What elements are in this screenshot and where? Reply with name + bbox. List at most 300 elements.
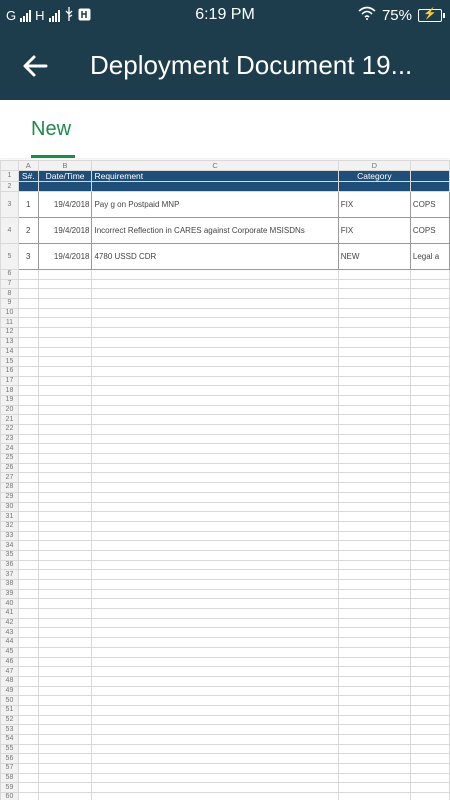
empty-cell[interactable] bbox=[38, 502, 92, 512]
empty-cell[interactable] bbox=[338, 589, 410, 599]
empty-cell[interactable] bbox=[92, 270, 338, 280]
row-number[interactable]: 60 bbox=[1, 793, 19, 800]
cell-category[interactable]: FIX bbox=[338, 192, 410, 218]
empty-cell[interactable] bbox=[38, 318, 92, 328]
empty-cell[interactable] bbox=[410, 473, 449, 483]
empty-cell[interactable] bbox=[338, 328, 410, 338]
empty-cell[interactable] bbox=[92, 347, 338, 357]
empty-cell[interactable] bbox=[38, 531, 92, 541]
cell-sn[interactable]: 2 bbox=[18, 218, 38, 244]
empty-cell[interactable] bbox=[410, 599, 449, 609]
empty-cell[interactable] bbox=[338, 299, 410, 309]
empty-cell[interactable] bbox=[38, 376, 92, 386]
row-number[interactable]: 15 bbox=[1, 357, 19, 367]
empty-cell[interactable] bbox=[18, 425, 38, 435]
row-number[interactable]: 29 bbox=[1, 492, 19, 502]
empty-cell[interactable] bbox=[410, 299, 449, 309]
empty-cell[interactable] bbox=[338, 725, 410, 735]
row-number[interactable]: 16 bbox=[1, 366, 19, 376]
empty-cell[interactable] bbox=[18, 783, 38, 793]
empty-cell[interactable] bbox=[18, 647, 38, 657]
empty-cell[interactable] bbox=[92, 444, 338, 454]
column-header-a[interactable]: A bbox=[18, 161, 38, 171]
cell-requirement[interactable]: Pay g on Postpaid MNP bbox=[92, 192, 338, 218]
empty-cell[interactable] bbox=[92, 357, 338, 367]
row-number[interactable]: 46 bbox=[1, 657, 19, 667]
cell-category[interactable]: FIX bbox=[338, 218, 410, 244]
empty-cell[interactable] bbox=[410, 638, 449, 648]
empty-cell[interactable] bbox=[92, 628, 338, 638]
empty-cell[interactable] bbox=[18, 308, 38, 318]
empty-cell[interactable] bbox=[410, 512, 449, 522]
row-number[interactable]: 17 bbox=[1, 376, 19, 386]
row-number[interactable]: 28 bbox=[1, 483, 19, 493]
empty-cell[interactable] bbox=[92, 599, 338, 609]
cell-extra[interactable]: Legal a bbox=[410, 244, 449, 270]
empty-cell[interactable] bbox=[38, 357, 92, 367]
empty-cell[interactable] bbox=[38, 541, 92, 551]
empty-cell[interactable] bbox=[18, 793, 38, 800]
empty-cell[interactable] bbox=[18, 454, 38, 464]
empty-cell[interactable] bbox=[410, 686, 449, 696]
empty-cell[interactable] bbox=[38, 434, 92, 444]
empty-cell[interactable] bbox=[338, 783, 410, 793]
empty-cell[interactable] bbox=[410, 715, 449, 725]
empty-cell[interactable] bbox=[18, 337, 38, 347]
empty-cell[interactable] bbox=[38, 618, 92, 628]
empty-cell[interactable] bbox=[92, 570, 338, 580]
column-header-e[interactable] bbox=[410, 161, 449, 171]
empty-cell[interactable] bbox=[18, 434, 38, 444]
cell-category[interactable]: NEW bbox=[338, 244, 410, 270]
empty-cell[interactable] bbox=[92, 754, 338, 764]
empty-cell[interactable] bbox=[92, 647, 338, 657]
empty-cell[interactable] bbox=[92, 638, 338, 648]
row-number[interactable]: 54 bbox=[1, 735, 19, 745]
empty-cell[interactable] bbox=[92, 764, 338, 774]
row-number[interactable]: 48 bbox=[1, 676, 19, 686]
empty-cell[interactable] bbox=[38, 454, 92, 464]
empty-cell[interactable] bbox=[38, 415, 92, 425]
empty-cell[interactable] bbox=[38, 609, 92, 619]
row-number[interactable]: 57 bbox=[1, 764, 19, 774]
row-number[interactable]: 26 bbox=[1, 463, 19, 473]
row-number[interactable]: 52 bbox=[1, 715, 19, 725]
empty-cell[interactable] bbox=[38, 754, 92, 764]
spreadsheet-grid[interactable] bbox=[0, 160, 450, 800]
empty-cell[interactable] bbox=[410, 793, 449, 800]
empty-cell[interactable] bbox=[18, 318, 38, 328]
empty-cell[interactable] bbox=[18, 405, 38, 415]
empty-cell[interactable] bbox=[410, 657, 449, 667]
row-number[interactable]: 37 bbox=[1, 570, 19, 580]
cell-date[interactable]: 19/4/2018 bbox=[38, 244, 92, 270]
empty-cell[interactable] bbox=[92, 618, 338, 628]
empty-cell[interactable] bbox=[38, 405, 92, 415]
empty-cell[interactable] bbox=[338, 599, 410, 609]
empty-cell[interactable] bbox=[92, 783, 338, 793]
empty-cell[interactable] bbox=[18, 754, 38, 764]
empty-cell[interactable] bbox=[18, 686, 38, 696]
empty-cell[interactable] bbox=[410, 589, 449, 599]
empty-cell[interactable] bbox=[18, 705, 38, 715]
empty-cell[interactable] bbox=[338, 735, 410, 745]
empty-cell[interactable] bbox=[38, 580, 92, 590]
empty-cell[interactable] bbox=[338, 715, 410, 725]
empty-cell[interactable] bbox=[38, 725, 92, 735]
tab-new[interactable]: New bbox=[31, 118, 72, 140]
row-number[interactable]: 36 bbox=[1, 560, 19, 570]
row-number[interactable]: 51 bbox=[1, 705, 19, 715]
empty-cell[interactable] bbox=[18, 550, 38, 560]
empty-cell[interactable] bbox=[338, 483, 410, 493]
empty-cell[interactable] bbox=[338, 541, 410, 551]
empty-cell[interactable] bbox=[410, 279, 449, 289]
empty-cell[interactable] bbox=[38, 676, 92, 686]
row-number[interactable]: 22 bbox=[1, 425, 19, 435]
empty-cell[interactable] bbox=[92, 299, 338, 309]
empty-cell[interactable] bbox=[18, 395, 38, 405]
header-extra[interactable] bbox=[410, 171, 449, 182]
empty-cell[interactable] bbox=[18, 667, 38, 677]
empty-cell[interactable] bbox=[92, 376, 338, 386]
empty-cell[interactable] bbox=[338, 279, 410, 289]
empty-cell[interactable] bbox=[338, 773, 410, 783]
row-number[interactable]: 21 bbox=[1, 415, 19, 425]
empty-cell[interactable] bbox=[18, 580, 38, 590]
empty-cell[interactable] bbox=[92, 773, 338, 783]
empty-cell[interactable] bbox=[18, 512, 38, 522]
column-header-c[interactable]: C bbox=[92, 161, 338, 171]
empty-cell[interactable] bbox=[38, 599, 92, 609]
empty-cell[interactable] bbox=[92, 725, 338, 735]
empty-cell[interactable] bbox=[92, 463, 338, 473]
empty-cell[interactable] bbox=[18, 299, 38, 309]
empty-cell[interactable] bbox=[92, 318, 338, 328]
empty-cell[interactable] bbox=[410, 308, 449, 318]
empty-cell[interactable] bbox=[92, 521, 338, 531]
empty-cell[interactable] bbox=[338, 308, 410, 318]
empty-cell[interactable] bbox=[92, 531, 338, 541]
empty-cell[interactable] bbox=[92, 657, 338, 667]
empty-cell[interactable] bbox=[18, 628, 38, 638]
empty-cell[interactable] bbox=[18, 415, 38, 425]
cell-date[interactable]: 19/4/2018 bbox=[38, 192, 92, 218]
row-number[interactable]: 8 bbox=[1, 289, 19, 299]
empty-cell[interactable] bbox=[338, 793, 410, 800]
empty-cell[interactable] bbox=[410, 744, 449, 754]
empty-cell[interactable] bbox=[38, 270, 92, 280]
row-number[interactable]: 35 bbox=[1, 550, 19, 560]
empty-cell[interactable] bbox=[18, 357, 38, 367]
empty-cell[interactable] bbox=[38, 744, 92, 754]
empty-cell[interactable] bbox=[18, 725, 38, 735]
row-number[interactable]: 32 bbox=[1, 521, 19, 531]
row-number[interactable]: 50 bbox=[1, 696, 19, 706]
empty-cell[interactable] bbox=[18, 735, 38, 745]
empty-cell[interactable] bbox=[338, 347, 410, 357]
row-number[interactable]: 55 bbox=[1, 744, 19, 754]
empty-cell[interactable] bbox=[410, 705, 449, 715]
empty-cell[interactable] bbox=[92, 609, 338, 619]
empty-cell[interactable] bbox=[338, 609, 410, 619]
empty-cell[interactable] bbox=[38, 735, 92, 745]
empty-cell[interactable] bbox=[38, 773, 92, 783]
empty-cell[interactable] bbox=[38, 686, 92, 696]
cell-requirement[interactable]: Incorrect Reflection in CARES against Corporate MSISDNs bbox=[92, 218, 338, 244]
empty-cell[interactable] bbox=[338, 512, 410, 522]
empty-cell[interactable] bbox=[410, 735, 449, 745]
empty-cell[interactable] bbox=[92, 366, 338, 376]
empty-cell[interactable] bbox=[38, 492, 92, 502]
row-number[interactable]: 24 bbox=[1, 444, 19, 454]
empty-cell[interactable] bbox=[92, 667, 338, 677]
empty-cell[interactable] bbox=[92, 541, 338, 551]
row-number[interactable]: 49 bbox=[1, 686, 19, 696]
empty-cell[interactable] bbox=[92, 502, 338, 512]
empty-cell[interactable] bbox=[338, 415, 410, 425]
empty-cell[interactable] bbox=[338, 318, 410, 328]
empty-cell[interactable] bbox=[38, 444, 92, 454]
empty-cell[interactable] bbox=[92, 512, 338, 522]
cell-sn[interactable]: 3 bbox=[18, 244, 38, 270]
empty-cell[interactable] bbox=[338, 764, 410, 774]
empty-cell[interactable] bbox=[18, 347, 38, 357]
empty-cell[interactable] bbox=[38, 289, 92, 299]
empty-cell[interactable] bbox=[410, 289, 449, 299]
empty-cell[interactable] bbox=[410, 328, 449, 338]
empty-cell[interactable] bbox=[410, 357, 449, 367]
row-number[interactable]: 12 bbox=[1, 328, 19, 338]
empty-cell[interactable] bbox=[410, 492, 449, 502]
empty-cell[interactable] bbox=[338, 502, 410, 512]
row-number[interactable]: 20 bbox=[1, 405, 19, 415]
empty-cell[interactable] bbox=[92, 308, 338, 318]
cell-requirement[interactable]: 4780 USSD CDR bbox=[92, 244, 338, 270]
row-number[interactable]: 47 bbox=[1, 667, 19, 677]
empty-cell[interactable] bbox=[410, 366, 449, 376]
empty-cell[interactable] bbox=[92, 289, 338, 299]
empty-cell[interactable] bbox=[338, 754, 410, 764]
empty-cell[interactable] bbox=[338, 270, 410, 280]
row-number[interactable]: 10 bbox=[1, 308, 19, 318]
header-requirement[interactable]: Requirement bbox=[92, 171, 338, 182]
empty-cell[interactable] bbox=[410, 521, 449, 531]
empty-cell[interactable] bbox=[338, 628, 410, 638]
empty-cell[interactable] bbox=[38, 696, 92, 706]
empty-cell[interactable] bbox=[410, 628, 449, 638]
empty-cell[interactable] bbox=[92, 492, 338, 502]
empty-cell[interactable] bbox=[92, 279, 338, 289]
header-sn[interactable]: S#. bbox=[18, 171, 38, 182]
empty-cell[interactable] bbox=[38, 395, 92, 405]
corner-cell[interactable] bbox=[1, 161, 19, 171]
empty-cell[interactable] bbox=[18, 570, 38, 580]
empty-cell[interactable] bbox=[18, 376, 38, 386]
row-number[interactable]: 40 bbox=[1, 599, 19, 609]
empty-cell[interactable] bbox=[410, 725, 449, 735]
empty-cell[interactable] bbox=[410, 337, 449, 347]
empty-cell[interactable] bbox=[38, 764, 92, 774]
empty-cell[interactable] bbox=[410, 444, 449, 454]
empty-cell[interactable] bbox=[338, 357, 410, 367]
empty-cell[interactable] bbox=[338, 667, 410, 677]
empty-cell[interactable] bbox=[38, 347, 92, 357]
arrow-left-icon[interactable] bbox=[22, 52, 50, 80]
empty-cell[interactable] bbox=[92, 735, 338, 745]
empty-cell[interactable] bbox=[92, 328, 338, 338]
row-number[interactable]: 23 bbox=[1, 434, 19, 444]
empty-cell[interactable] bbox=[338, 521, 410, 531]
empty-cell[interactable] bbox=[338, 676, 410, 686]
empty-cell[interactable] bbox=[338, 289, 410, 299]
empty-cell[interactable] bbox=[92, 434, 338, 444]
cell-sn[interactable]: 1 bbox=[18, 192, 38, 218]
row-number[interactable]: 53 bbox=[1, 725, 19, 735]
empty-cell[interactable] bbox=[38, 705, 92, 715]
empty-cell[interactable] bbox=[38, 512, 92, 522]
empty-cell[interactable] bbox=[18, 764, 38, 774]
empty-cell[interactable] bbox=[18, 589, 38, 599]
empty-cell[interactable] bbox=[38, 473, 92, 483]
empty-cell[interactable] bbox=[410, 609, 449, 619]
empty-cell[interactable] bbox=[410, 386, 449, 396]
empty-cell[interactable] bbox=[338, 463, 410, 473]
empty-cell[interactable] bbox=[38, 783, 92, 793]
empty-cell[interactable] bbox=[338, 686, 410, 696]
empty-cell[interactable] bbox=[92, 337, 338, 347]
empty-cell[interactable] bbox=[18, 444, 38, 454]
row-number[interactable]: 43 bbox=[1, 628, 19, 638]
empty-cell[interactable] bbox=[92, 580, 338, 590]
empty-cell[interactable] bbox=[38, 715, 92, 725]
column-header-d[interactable]: D bbox=[338, 161, 410, 171]
empty-cell[interactable] bbox=[410, 463, 449, 473]
cell-date[interactable]: 19/4/2018 bbox=[38, 218, 92, 244]
empty-cell[interactable] bbox=[338, 405, 410, 415]
row-number[interactable]: 18 bbox=[1, 386, 19, 396]
empty-cell[interactable] bbox=[38, 628, 92, 638]
empty-cell[interactable] bbox=[410, 696, 449, 706]
row-number[interactable]: 33 bbox=[1, 531, 19, 541]
empty-cell[interactable] bbox=[410, 405, 449, 415]
empty-cell[interactable] bbox=[410, 415, 449, 425]
empty-cell[interactable] bbox=[410, 376, 449, 386]
empty-cell[interactable] bbox=[38, 308, 92, 318]
empty-cell[interactable] bbox=[410, 667, 449, 677]
row-number[interactable]: 25 bbox=[1, 454, 19, 464]
empty-cell[interactable] bbox=[338, 618, 410, 628]
empty-cell[interactable] bbox=[18, 696, 38, 706]
empty-cell[interactable] bbox=[38, 337, 92, 347]
empty-cell[interactable] bbox=[92, 744, 338, 754]
empty-cell[interactable] bbox=[38, 328, 92, 338]
empty-cell[interactable] bbox=[18, 463, 38, 473]
empty-cell[interactable] bbox=[338, 434, 410, 444]
empty-cell[interactable] bbox=[410, 434, 449, 444]
empty-cell[interactable] bbox=[38, 366, 92, 376]
empty-cell[interactable] bbox=[18, 502, 38, 512]
row-number[interactable]: 42 bbox=[1, 618, 19, 628]
empty-cell[interactable] bbox=[338, 454, 410, 464]
empty-cell[interactable] bbox=[338, 473, 410, 483]
row-number[interactable]: 30 bbox=[1, 502, 19, 512]
empty-cell[interactable] bbox=[18, 521, 38, 531]
empty-cell[interactable] bbox=[338, 657, 410, 667]
empty-cell[interactable] bbox=[92, 560, 338, 570]
row-number[interactable]: 34 bbox=[1, 541, 19, 551]
empty-cell[interactable] bbox=[38, 560, 92, 570]
empty-cell[interactable] bbox=[18, 744, 38, 754]
empty-cell[interactable] bbox=[92, 425, 338, 435]
empty-cell[interactable] bbox=[38, 483, 92, 493]
empty-cell[interactable] bbox=[92, 483, 338, 493]
empty-cell[interactable] bbox=[18, 270, 38, 280]
empty-cell[interactable] bbox=[410, 764, 449, 774]
empty-cell[interactable] bbox=[92, 415, 338, 425]
empty-cell[interactable] bbox=[18, 531, 38, 541]
empty-cell[interactable] bbox=[18, 715, 38, 725]
empty-cell[interactable] bbox=[410, 318, 449, 328]
empty-cell[interactable] bbox=[338, 425, 410, 435]
empty-cell[interactable] bbox=[410, 550, 449, 560]
empty-cell[interactable] bbox=[338, 395, 410, 405]
empty-cell[interactable] bbox=[410, 425, 449, 435]
empty-cell[interactable] bbox=[18, 328, 38, 338]
empty-cell[interactable] bbox=[338, 570, 410, 580]
empty-cell[interactable] bbox=[92, 793, 338, 800]
row-number[interactable]: 45 bbox=[1, 647, 19, 657]
empty-cell[interactable] bbox=[18, 638, 38, 648]
row-number[interactable]: 56 bbox=[1, 754, 19, 764]
row-number[interactable]: 14 bbox=[1, 347, 19, 357]
empty-cell[interactable] bbox=[92, 395, 338, 405]
empty-cell[interactable] bbox=[38, 279, 92, 289]
row-number[interactable]: 13 bbox=[1, 337, 19, 347]
empty-cell[interactable] bbox=[410, 454, 449, 464]
empty-cell[interactable] bbox=[38, 570, 92, 580]
empty-cell[interactable] bbox=[92, 589, 338, 599]
row-number[interactable]: 58 bbox=[1, 773, 19, 783]
row-number[interactable]: 59 bbox=[1, 783, 19, 793]
empty-cell[interactable] bbox=[338, 337, 410, 347]
empty-cell[interactable] bbox=[18, 541, 38, 551]
empty-cell[interactable] bbox=[92, 386, 338, 396]
row-number[interactable]: 9 bbox=[1, 299, 19, 309]
empty-cell[interactable] bbox=[410, 502, 449, 512]
empty-cell[interactable] bbox=[338, 638, 410, 648]
empty-cell[interactable] bbox=[38, 550, 92, 560]
empty-cell[interactable] bbox=[410, 580, 449, 590]
cell-extra[interactable]: COPS bbox=[410, 218, 449, 244]
empty-cell[interactable] bbox=[338, 366, 410, 376]
empty-cell[interactable] bbox=[18, 773, 38, 783]
empty-cell[interactable] bbox=[338, 560, 410, 570]
empty-cell[interactable] bbox=[92, 715, 338, 725]
empty-cell[interactable] bbox=[18, 676, 38, 686]
row-number[interactable]: 41 bbox=[1, 609, 19, 619]
row-number[interactable]: 39 bbox=[1, 589, 19, 599]
empty-cell[interactable] bbox=[38, 425, 92, 435]
empty-cell[interactable] bbox=[92, 705, 338, 715]
empty-cell[interactable] bbox=[410, 783, 449, 793]
empty-cell[interactable] bbox=[338, 531, 410, 541]
row-number[interactable]: 6 bbox=[1, 270, 19, 280]
column-header-b[interactable]: B bbox=[38, 161, 92, 171]
cell-extra[interactable]: COPS bbox=[410, 192, 449, 218]
empty-cell[interactable] bbox=[38, 463, 92, 473]
empty-cell[interactable] bbox=[38, 657, 92, 667]
